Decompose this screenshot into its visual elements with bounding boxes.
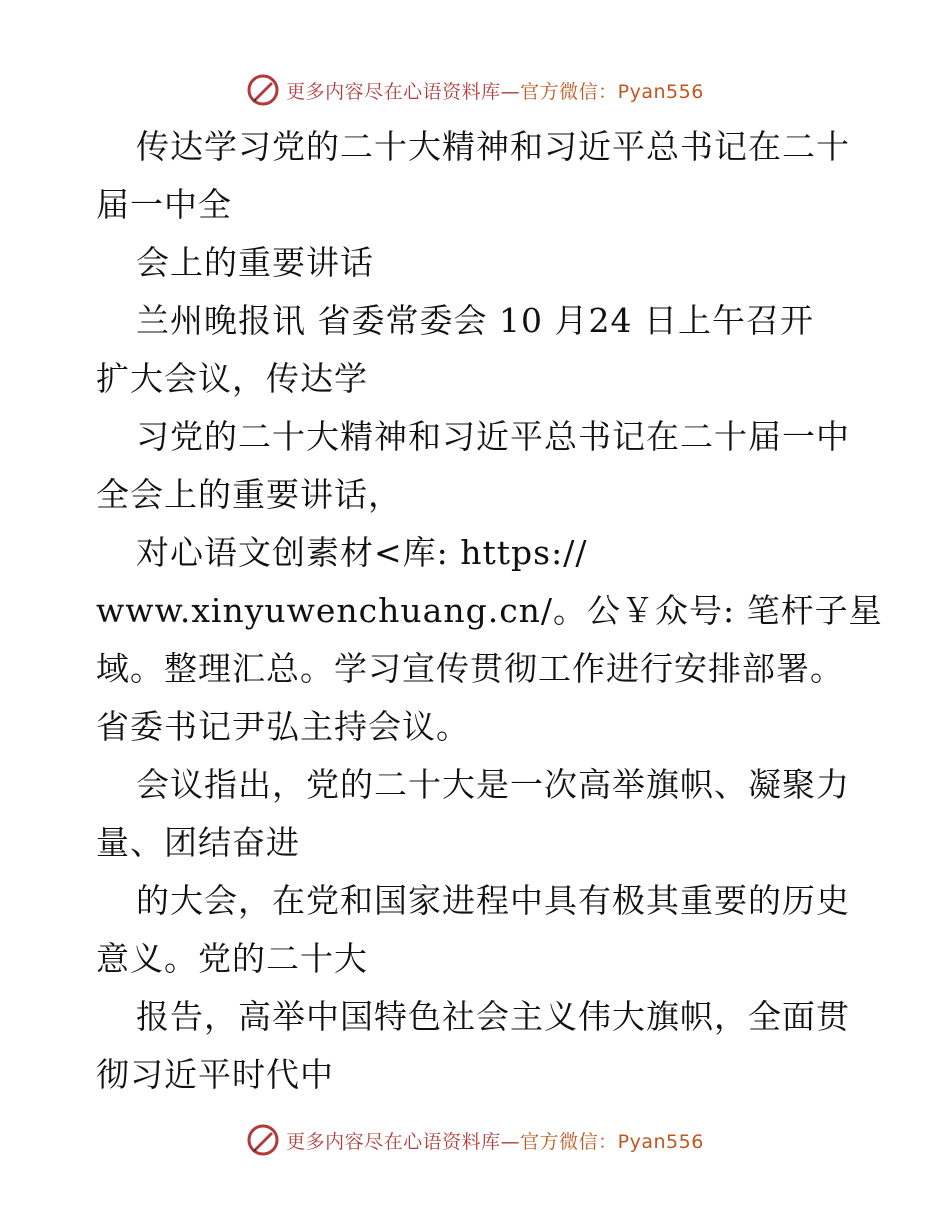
watermark-text: 更多内容尽在心语资料库—官方微信：Pyan556 <box>286 80 704 103</box>
quill-logo-icon <box>246 1123 280 1157</box>
watermark-banner-bottom <box>0 1120 950 1160</box>
text-line: 量、团结奋进 <box>96 823 300 862</box>
text-line: www.xinyuwenchuang.cn/。公￥众号: 笔杆子星 <box>96 591 883 630</box>
text-line: 彻习近平时代中 <box>96 1055 334 1094</box>
text-line: 对心语文创素材<库: https:// <box>136 533 588 572</box>
text-line: 扩大会议，传达学 <box>96 359 368 398</box>
text-line: 习党的二十大精神和习近平总书记在二十届一中 <box>136 417 850 456</box>
text-line: 域。整理汇总。学习宣传贯彻工作进行安排部署。 <box>96 649 844 688</box>
text-line: 意义。党的二十大 <box>96 939 368 978</box>
watermark-banner-top <box>0 70 950 110</box>
text-line: 会上的重要讲话 <box>136 243 374 282</box>
quill-logo-icon <box>246 73 280 107</box>
text-line: 兰州晚报讯 省委常委会 10 月24 日上午召开 <box>136 301 814 340</box>
document-body <box>96 118 883 1104</box>
text-line: 传达学习党的二十大精神和习近平总书记在二十 <box>136 127 850 166</box>
text-line: 的大会，在党和国家进程中具有极其重要的历史 <box>136 881 850 920</box>
text-line: 会议指出，党的二十大是一次高举旗帜、凝聚力 <box>136 765 850 804</box>
text-line: 届一中全 <box>96 185 232 224</box>
text-line: 全会上的重要讲话， <box>96 475 402 514</box>
watermark-text: 更多内容尽在心语资料库—官方微信：Pyan556 <box>286 1130 704 1153</box>
text-line: 报告，高举中国特色社会主义伟大旗帜，全面贯 <box>136 997 850 1036</box>
text-line: 省委书记尹弘主持会议。 <box>96 707 470 746</box>
